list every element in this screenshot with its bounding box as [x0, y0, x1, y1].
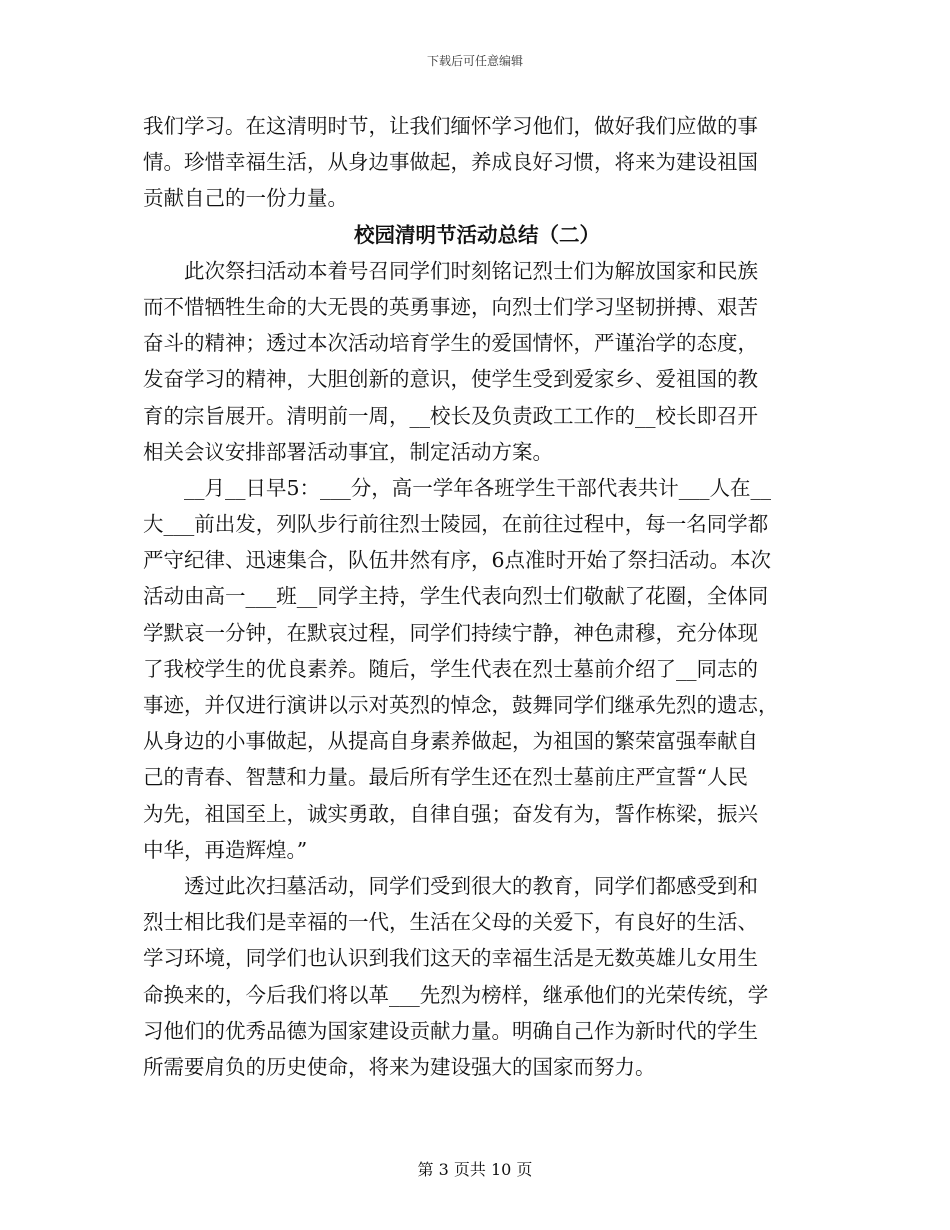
section-title: 校园清明节活动总结（二）: [354, 222, 600, 247]
paragraph: [143, 108, 811, 217]
text-line: 奋斗的精神；透过本次活动培育学生的爱国情怀，严谨治学的态度，: [143, 331, 758, 356]
paragraph: [143, 470, 811, 868]
text-line: 中华，再造辉煌。”: [143, 837, 308, 862]
text-line: 为先，祖国至上，诚实勇敢，自律自强；奋发有为，誓作栋梁，振兴: [143, 801, 758, 826]
paragraph: [143, 253, 811, 470]
text-line: 我们学习。在这清明时节，让我们缅怀学习他们，做好我们应做的事: [143, 114, 758, 138]
text-line: 透过此次扫墓活动，同学们受到很大的教育，同学们都感受到和: [143, 873, 758, 898]
text-line: 相关会议安排部署活动事宜，制定活动方案。: [143, 439, 553, 464]
text-line: 命换来的，今后我们将以革___先烈为榜样，继承他们的光荣传统，学: [143, 982, 769, 1007]
text-line: 大___前出发，列队步行前往烈士陵园，在前往过程中，每一名同学都: [143, 512, 769, 537]
page-footer: 第 3 页共 10 页: [417, 1160, 533, 1179]
text-line: 事迹，并仅进行演讲以示对英烈的悼念，鼓舞同学们继承先烈的遗志，: [143, 693, 779, 717]
text-line: 所需要肩负的历史使命，将来为建设强大的国家而努力。: [143, 1054, 656, 1079]
text-line: 从身边的小事做起，从提高自身素养做起，为祖国的繁荣富强奉献自: [143, 729, 758, 754]
text-line: __月__日早5：___分，高一学年各班学生干部代表共计___人在__: [143, 475, 772, 500]
text-line: 活动由高一___班__同学主持，学生代表向烈士们敬献了花圈，全体同: [143, 584, 769, 609]
text-line: 情。珍惜幸福生活，从身边事做起，养成良好习惯，将来为建设祖国: [143, 150, 758, 175]
text-line: 育的宗旨展开。清明前一周，__校长及负责政工工作的__校长即召开: [143, 403, 758, 428]
text-line: 己的青春、智慧和力量。最后所有学生还在烈士墓前庄严宣誓“人民: [143, 765, 748, 790]
paragraph: [143, 868, 811, 1085]
text-line: 了我校学生的优良素养。随后，学生代表在烈士墓前介绍了__同志的: [143, 656, 758, 681]
page-header: 下载后可任意编辑: [426, 54, 523, 68]
text-line: 而不惜牺牲生命的大无畏的英勇事迹，向烈士们学习坚韧拼搏、艰苦: [143, 294, 758, 319]
text-line: 习他们的优秀品德为国家建设贡献力量。明确自己作为新时代的学生: [143, 1018, 758, 1043]
text-line: 学默哀一分钟，在默哀过程，同学们持续宁静，神色肃穆，充分体现: [143, 620, 758, 645]
text-line: 学习环境，同学们也认识到我们这天的幸福生活是无数英雄儿女用生: [143, 946, 758, 971]
text-line: 严守纪律、迅速集合，队伍井然有序，6点准时开始了祭扫活动。本次: [143, 548, 772, 573]
document-body: [143, 108, 811, 1085]
text-line: 烈士相比我们是幸福的一代，生活在父母的关爱下，有良好的生活、: [143, 910, 758, 935]
text-line: 贡献自己的一份力量。: [143, 186, 348, 211]
text-line: 此次祭扫活动本着号召同学们时刻铭记烈士们为解放国家和民族: [143, 258, 758, 283]
text-line: 发奋学习的精神，大胆创新的意识，使学生受到爱家乡、爱祖国的教: [143, 367, 758, 392]
